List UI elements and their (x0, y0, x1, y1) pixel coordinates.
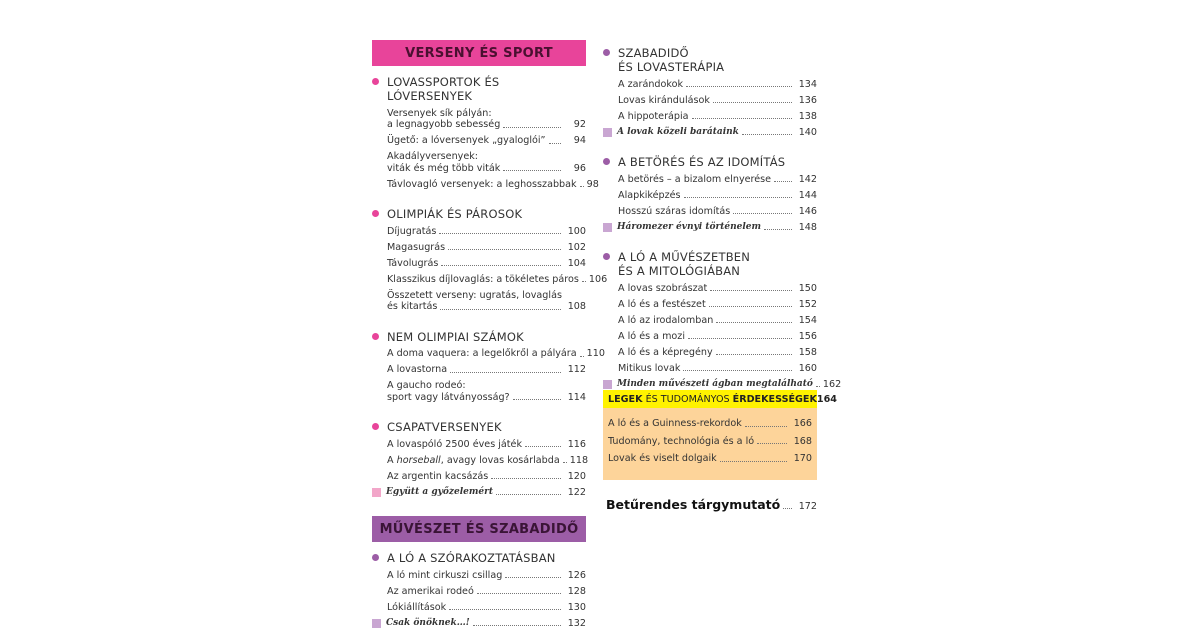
entry-label: A betörés – a bizalom elnyerése (618, 173, 772, 185)
page-number: 108 (567, 301, 586, 312)
section-heading[interactable] (372, 330, 586, 344)
entry-line (387, 301, 586, 313)
entry-text: , avagy lovas kosárlabda (440, 454, 560, 466)
dot-leader (505, 577, 561, 578)
dot-leader (473, 625, 561, 626)
dot-leader (716, 322, 792, 323)
bullet-icon (603, 49, 610, 56)
dot-leader (450, 372, 561, 373)
chapter-header: MŰVÉSZET ÉS SZABADIDŐ (372, 516, 586, 542)
entry-label: viták és még több viták (387, 162, 501, 174)
page-number: 158 (798, 346, 817, 358)
page-number: 166 (793, 418, 812, 429)
entry-line (387, 226, 586, 238)
page-number: 118 (569, 454, 589, 466)
toc-left-column (372, 40, 608, 629)
toc-section (372, 329, 605, 404)
entry-label: Díjugratás (387, 225, 437, 237)
feature-entry[interactable] (372, 487, 586, 499)
entry-label: Csak önöknek…! (386, 617, 470, 628)
page-number: 114 (567, 391, 586, 403)
bullet-icon (603, 253, 610, 260)
entry-label: Lovas kirándulások (618, 94, 710, 106)
toc-entry[interactable] (372, 602, 586, 614)
page-number: 102 (567, 241, 586, 253)
entry-line (387, 454, 589, 467)
entry-label: Lovak és viselt dolgaik (608, 453, 717, 464)
entry-line (384, 487, 586, 499)
entry-label (387, 455, 560, 467)
entry-line (387, 163, 586, 175)
toc-entry[interactable] (603, 111, 817, 123)
page-number: 156 (798, 330, 817, 342)
entry-line (387, 602, 586, 614)
entry-line (608, 418, 812, 430)
page-number: 110 (586, 348, 605, 359)
page-number: 104 (567, 257, 586, 269)
page-number: 168 (793, 435, 812, 447)
entry-label: Mitikus lovak (618, 362, 681, 374)
entry-line (384, 618, 586, 630)
dot-leader (449, 609, 561, 610)
page-number: 106 (588, 273, 608, 285)
dot-leader (692, 118, 792, 119)
dot-leader (764, 229, 792, 230)
entry-line (387, 258, 586, 270)
dot-leader (742, 134, 792, 135)
toc-entry[interactable] (603, 453, 817, 465)
dot-leader (745, 426, 787, 427)
dot-leader (448, 249, 561, 250)
entry-label: A lovastorna (387, 364, 448, 375)
dot-leader (441, 265, 561, 266)
entry-line: Versenyek sík pályán: (387, 107, 492, 119)
section-heading[interactable] (603, 250, 817, 278)
dot-leader (440, 309, 561, 310)
records-box (603, 390, 837, 480)
page-number: 172 (798, 501, 817, 512)
section-heading[interactable] (603, 155, 817, 169)
entry-label: Lókiállítások (387, 601, 447, 613)
toc-entry[interactable] (372, 570, 586, 582)
entry-line (618, 283, 817, 295)
toc-entry[interactable] (372, 108, 586, 131)
entry-line (615, 127, 817, 139)
entry-label: A ló és a festészet (618, 298, 706, 310)
heading-line: A BETÖRÉS ÉS AZ IDOMÍTÁS (618, 155, 786, 169)
chapter-header: VERSENY ÉS SPORT (372, 40, 586, 66)
dot-leader (491, 478, 561, 479)
entry-line (387, 439, 586, 451)
entry-line (387, 586, 586, 598)
entry-label: Együtt a győzelemért (386, 486, 493, 497)
dot-leader (503, 170, 561, 171)
entry-line (618, 299, 817, 311)
page-number: 116 (567, 438, 586, 450)
dot-leader (713, 102, 792, 103)
toc-entry[interactable] (603, 436, 817, 448)
toc-entry[interactable] (603, 174, 817, 186)
page-number: 128 (567, 585, 586, 597)
bullet-icon (372, 423, 379, 430)
entry-label: A lovas szobrászat (618, 282, 708, 294)
dot-leader (580, 186, 584, 187)
toc-section (372, 75, 599, 190)
dot-leader (439, 233, 561, 234)
entry-line (387, 119, 586, 131)
toc-entry[interactable] (372, 364, 586, 376)
index-entry[interactable] (606, 497, 817, 512)
entry-line (387, 471, 586, 483)
dot-leader (709, 306, 792, 307)
entry-line (387, 242, 586, 254)
page-number: 170 (793, 453, 812, 464)
feature-entry[interactable] (372, 618, 586, 630)
entry-label: A zarándokok (618, 78, 684, 90)
toc-entry[interactable] (603, 95, 817, 107)
entry-line (387, 273, 608, 286)
dot-leader (716, 354, 792, 355)
entry-line (387, 364, 586, 376)
entry-text: A (387, 454, 397, 466)
entry-label: Alapkiképzés (618, 189, 681, 201)
toc-entry[interactable] (372, 273, 608, 286)
toc-entry[interactable] (603, 283, 817, 295)
page-number: 152 (798, 298, 817, 310)
entry-label: Az amerikai rodeó (387, 585, 474, 597)
entry-label: A ló mint cirkuszi csillag (387, 569, 503, 581)
entry-label: A ló és a Guinness-rekordok (608, 418, 742, 429)
square-bullet-icon (372, 488, 381, 497)
dot-leader (503, 127, 561, 128)
page-number: 120 (567, 470, 586, 482)
toc-entry[interactable] (603, 315, 817, 327)
page-number: 122 (567, 486, 586, 498)
entry-label: Távolugrás (387, 257, 439, 269)
toc-entry[interactable] (372, 151, 586, 174)
entry-line (387, 348, 605, 360)
toc-section (372, 207, 608, 313)
square-bullet-icon (603, 223, 612, 232)
page-number: 142 (798, 173, 817, 185)
dot-leader (496, 494, 561, 495)
toc-entry[interactable] (603, 190, 817, 202)
page-number: 148 (798, 221, 817, 233)
page-number: 136 (798, 94, 817, 106)
entry-label: Minden művészeti ágban megtalálható (617, 378, 813, 389)
heading-line: OLIMPIÁK ÉS PÁROSOK (387, 207, 523, 221)
bullet-icon (372, 210, 379, 217)
entry-line (618, 95, 817, 107)
square-bullet-icon (372, 619, 381, 628)
toc-entry[interactable] (603, 347, 817, 359)
toc-entry[interactable] (372, 242, 586, 254)
heading-line: ÉS A MITOLÓGIÁBAN (618, 264, 741, 278)
section-heading[interactable] (372, 207, 586, 221)
toc-section (603, 155, 817, 233)
entry-line (387, 570, 586, 582)
page-number: 112 (567, 364, 586, 375)
entry-line (615, 378, 842, 391)
page-number: 94 (573, 135, 586, 146)
entry-line (618, 347, 817, 359)
page-number: 134 (798, 78, 817, 90)
page-number: 150 (798, 282, 817, 294)
square-bullet-icon (603, 380, 612, 389)
entry-label: Hosszú száras idomítás (618, 205, 731, 217)
toc-entry[interactable] (603, 206, 817, 218)
page-number: 154 (798, 314, 817, 326)
dot-leader (684, 197, 792, 198)
toc-entry[interactable] (603, 299, 817, 311)
heading-line: A LÓ A MŰVÉSZETBEN (618, 250, 751, 264)
feature-entry[interactable] (603, 378, 842, 391)
page-number: 130 (567, 601, 586, 613)
dot-leader (580, 356, 584, 357)
bullet-icon (603, 158, 610, 165)
entry-label: Magasugrás (387, 241, 446, 253)
toc-entry[interactable] (372, 290, 586, 313)
dot-leader (525, 446, 561, 447)
entry-line (618, 111, 817, 123)
page-number: 100 (567, 225, 586, 237)
toc-entry[interactable] (372, 258, 586, 270)
page-number: 140 (798, 126, 817, 138)
toc-entry[interactable] (372, 348, 605, 360)
toc-section (603, 46, 817, 138)
dot-leader (549, 143, 562, 144)
dot-leader (757, 443, 787, 444)
dot-leader (683, 370, 792, 371)
heading-line: CSAPATVERSENYEK (387, 420, 502, 434)
toc-entry[interactable] (372, 380, 586, 403)
entry-line (608, 436, 812, 448)
toc-entry[interactable] (603, 331, 817, 343)
toc-entry[interactable] (372, 586, 586, 598)
entry-line (618, 206, 817, 218)
dot-leader (733, 213, 792, 214)
dot-leader (783, 508, 792, 509)
section-heading[interactable] (372, 551, 586, 565)
dot-leader (477, 593, 561, 594)
entry-label: A ló és a mozi (618, 330, 685, 342)
entry-line (387, 135, 586, 147)
toc-entry[interactable] (372, 135, 586, 147)
section-heading[interactable] (603, 46, 817, 74)
records-box-title[interactable] (603, 390, 837, 408)
title-part: ÉRDEKESSÉGEK (732, 393, 817, 405)
heading-line: SZABADIDŐ (618, 46, 689, 60)
dot-leader (774, 181, 792, 182)
entry-line (615, 222, 817, 234)
toc-entry[interactable] (603, 363, 817, 375)
dot-leader (582, 281, 586, 282)
section-heading[interactable] (372, 420, 586, 434)
heading-line: ÉS LOVASTERÁPIA (618, 60, 725, 74)
entry-label: Ügető: a lóversenyek „gyaloglói” (387, 135, 546, 146)
toc-section (603, 250, 842, 390)
toc-entry[interactable] (372, 178, 599, 191)
toc-entry[interactable] (372, 226, 586, 238)
entry-line: Összetett verseny: ugratás, lovaglás (387, 289, 562, 301)
dot-leader (686, 86, 792, 87)
entry-label: a legnagyobb sebesség (387, 119, 501, 130)
entry-line (618, 363, 817, 375)
bullet-icon (372, 554, 379, 561)
toc-right-column (603, 37, 842, 390)
entry-label: Az argentin kacsázás (387, 470, 489, 482)
toc-entry[interactable] (372, 439, 586, 451)
title-part: ÉS TUDOMÁNYOS (642, 393, 733, 405)
entry-label: A ló az irodalomban (618, 314, 714, 326)
entry-line (618, 315, 817, 327)
entry-line: Akadályversenyek: (387, 151, 479, 162)
dot-leader (513, 399, 561, 400)
bullet-icon (372, 333, 379, 340)
entry-line (618, 79, 817, 91)
feature-entry[interactable] (603, 222, 817, 234)
page-number: 96 (573, 162, 586, 174)
entry-label: A doma vaquera: a legelőkről a pályára (387, 348, 577, 359)
entry-line (618, 190, 817, 202)
square-bullet-icon (603, 128, 612, 137)
entry-line (387, 178, 599, 191)
heading-line: NEM OLIMPIAI SZÁMOK (387, 329, 524, 344)
dot-leader (710, 290, 792, 291)
entry-label: sport vagy látványosság? (387, 391, 510, 403)
entry-label: Távlovagló versenyek: a leghosszabbak (387, 178, 577, 190)
page-number: 98 (586, 178, 599, 190)
entry-label: Klasszikus díjlovaglás: a tökéletes páros (387, 273, 579, 285)
page-number: 132 (567, 617, 586, 629)
page-number: 92 (573, 119, 586, 130)
entry-label: A hippoterápia (618, 110, 689, 122)
entry-line (618, 331, 817, 343)
toc-section (372, 420, 589, 498)
page-number: 162 (822, 378, 842, 390)
title-part: LEGEK (608, 393, 643, 405)
toc-entry[interactable] (603, 418, 817, 430)
heading-line: LOVASSPORTOK ÉS LÓVERSENYEK (387, 75, 500, 103)
toc-entry[interactable] (372, 454, 589, 467)
feature-entry[interactable] (603, 127, 817, 139)
toc-entry[interactable] (372, 471, 586, 483)
entry-label: Háromezer évnyi történelem (617, 221, 762, 232)
page-number: 126 (567, 569, 586, 581)
entry-text: horseball (396, 454, 441, 466)
entry-label: A lovak közeli barátaink (617, 126, 739, 137)
entry-label: A ló és a képregény (618, 346, 713, 358)
entry-line: A gaucho rodeó: (387, 380, 466, 391)
heading-line: A LÓ A SZÓRAKOZTATÁSBAN (387, 551, 556, 565)
entry-line (387, 392, 586, 404)
dot-leader (816, 386, 820, 387)
page-number: 138 (798, 110, 817, 122)
page-number: 164 (816, 393, 837, 405)
entry-label: és kitartás (387, 301, 438, 312)
entry-line (618, 174, 817, 186)
toc-entry[interactable] (603, 79, 817, 91)
entry-line (608, 453, 812, 465)
entry-label: A lovaspóló 2500 éves játék (387, 438, 523, 450)
page-number: 144 (798, 189, 817, 201)
bullet-icon (372, 78, 379, 85)
page-number: 160 (798, 362, 817, 374)
dot-leader (688, 338, 792, 339)
dot-leader (563, 462, 567, 463)
page-number: 146 (798, 205, 817, 217)
toc-section (372, 551, 586, 629)
index-label: Betűrendes tárgymutató (606, 497, 781, 512)
dot-leader (720, 461, 787, 462)
entry-label: Tudomány, technológia és a ló (608, 435, 755, 447)
section-heading[interactable] (372, 75, 586, 103)
